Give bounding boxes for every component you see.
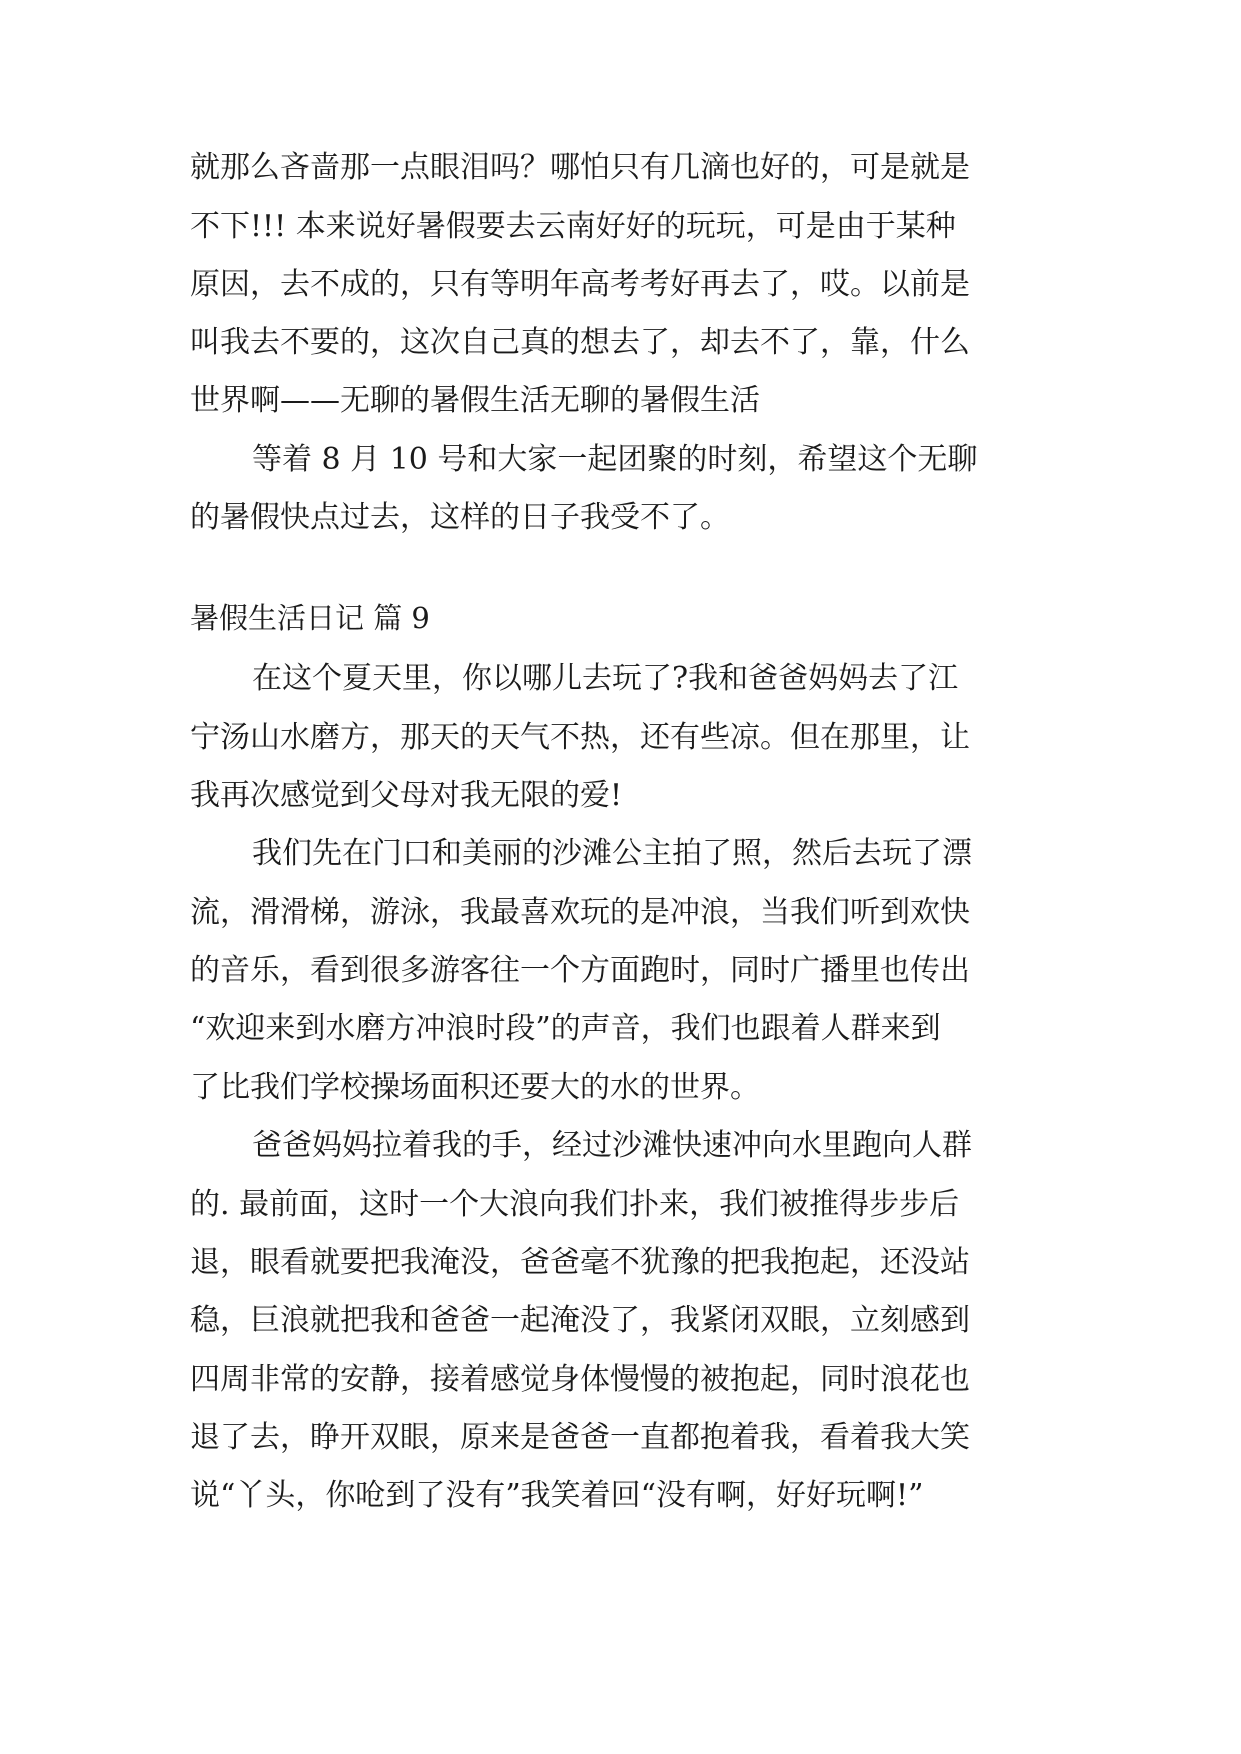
text-line: 的暑假快点过去，这样的日子我受不了。 bbox=[190, 500, 730, 535]
text-line: 世界啊——无聊的暑假生活无聊的暑假生活 bbox=[190, 383, 760, 418]
text-line: 我再次感觉到父母对我无限的爱! bbox=[190, 778, 623, 813]
text-line: 原因，去不成的，只有等明年高考考好再去了，哎。以前是 bbox=[190, 267, 970, 302]
text-line: “欢迎来到水磨方冲浪时段”的声音，我们也跟着人群来到 bbox=[190, 1011, 941, 1046]
text-line: 叫我去不要的，这次自己真的想去了，却去不了，靠，什么 bbox=[190, 325, 970, 360]
text-line: 在这个夏天里，你以哪儿去玩了?我和爸爸妈妈去了江 bbox=[252, 661, 959, 696]
text-line: 四周非常的安静，接着感觉身体慢慢的被抱起，同时浪花也 bbox=[190, 1362, 970, 1397]
text-line: 退，眼看就要把我淹没，爸爸毫不犹豫的把我抱起，还没站 bbox=[190, 1245, 970, 1280]
text-line: 等着 8 月 10 号和大家一起团聚的时刻，希望这个无聊 bbox=[252, 442, 978, 477]
text-line: 说“丫头，你呛到了没有”我笑着回“没有啊，好好玩啊!” bbox=[190, 1478, 924, 1513]
text-line: 退了去，睁开双眼，原来是爸爸一直都抱着我，看着我大笑 bbox=[190, 1420, 970, 1455]
text-line: 流，滑滑梯，游泳，我最喜欢玩的是冲浪，当我们听到欢快 bbox=[190, 895, 970, 930]
text-line: 稳，巨浪就把我和爸爸一起淹没了，我紧闭双眼，立刻感到 bbox=[190, 1303, 970, 1338]
text-line: 爸爸妈妈拉着我的手，经过沙滩快速冲向水里跑向人群 bbox=[252, 1128, 972, 1163]
text-line: 宁汤山水磨方，那天的天气不热，还有些凉。但在那里，让 bbox=[190, 720, 970, 755]
text-line: 我们先在门口和美丽的沙滩公主拍了照，然后去玩了漂 bbox=[252, 836, 972, 871]
text-line: 不下!!! 本来说好暑假要去云南好好的玩玩，可是由于某种 bbox=[190, 209, 956, 244]
text-line: 了比我们学校操场面积还要大的水的世界。 bbox=[190, 1070, 760, 1105]
text-line: 的. 最前面，这时一个大浪向我们扑来，我们被推得步步后 bbox=[190, 1187, 960, 1222]
section-heading: 暑假生活日记 篇 9 bbox=[190, 601, 430, 635]
text-line: 就那么吝啬那一点眼泪吗？哪怕只有几滴也好的，可是就是 bbox=[190, 150, 970, 185]
text-line: 的音乐，看到很多游客往一个方面跑时，同时广播里也传出 bbox=[190, 953, 970, 988]
